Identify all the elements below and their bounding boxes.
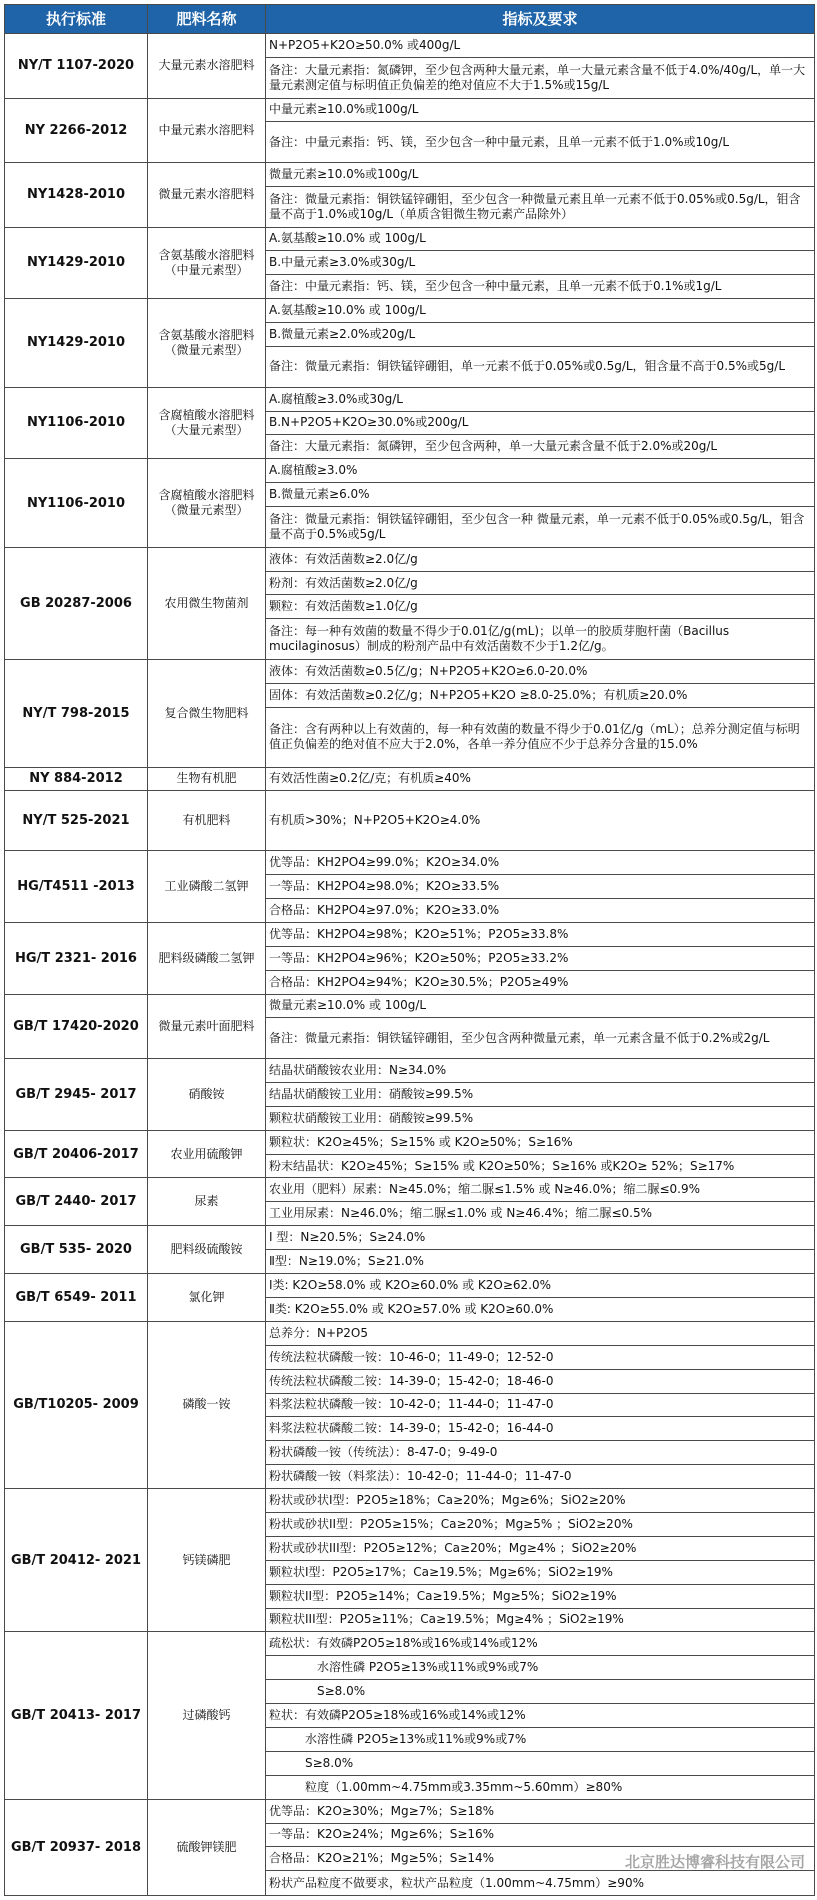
spec-cell: 传统法粒状磷酸一铵：10-46-0；11-49-0；12-52-0 [266, 1345, 815, 1369]
spec-cell: 粉状或砂状III型：P2O5≥12%；Ca≥20%；Mg≥4% ；SiO2≥20% [266, 1536, 815, 1560]
fertilizer-name-cell: 过磷酸钙 [148, 1632, 266, 1799]
spec-cell: B.微量元素≥2.0%或20g/L [266, 323, 815, 347]
standards-table [4, 4, 815, 1896]
table-row [5, 767, 815, 791]
spec-cell: 合格品：KH2PO4≥97.0%；K2O≥33.0% [266, 898, 815, 922]
fertilizer-name-cell: 氯化钾 [148, 1274, 266, 1322]
standard-code-cell: NY/T 1107-2020 [5, 34, 148, 99]
header-standard-code: 执行标准 [5, 5, 148, 34]
spec-cell: A.氨基酸≥10.0% 或 100g/L [266, 227, 815, 251]
table-row [5, 791, 815, 851]
spec-cell: 合格品：K2O≥21%；Mg≥5%；S≥14% [266, 1847, 815, 1871]
spec-cell: A.腐植酸≥3.0%或30g/L [266, 387, 815, 411]
spec-cell: B.中量元素≥3.0%或30g/L [266, 251, 815, 275]
spec-cell: 料浆法粒状磷酸二铵：14-39-0；15-42-0；16-44-0 [266, 1417, 815, 1441]
spec-cell: 传统法粒状磷酸二铵：14-39-0；15-42-0；18-46-0 [266, 1369, 815, 1393]
standard-code-cell: NY1429-2010 [5, 227, 148, 299]
spec-cell: 颗粒状I型：P2O5≥17%；Ca≥19.5%；Mg≥6%；SiO2≥19% [266, 1560, 815, 1584]
spec-cell: 工业用尿素：N≥46.0%；缩二脲≤1.0% 或 N≥46.4%；缩二脲≤0.5% [266, 1202, 815, 1226]
spec-cell: 微量元素≥10.0% 或 100g/L [266, 994, 815, 1018]
spec-cell: 粉状或砂状I型：P2O5≥18%；Ca≥20%；Mg≥6%；SiO2≥20% [266, 1489, 815, 1513]
spec-cell: 优等品：K2O≥30%；Mg≥7%；S≥18% [266, 1799, 815, 1823]
spec-cell: N+P2O5+K2O≥50.0% 或400g/L [266, 34, 815, 58]
table-row [5, 98, 815, 122]
standard-code-cell: GB/T 2945- 2017 [5, 1059, 148, 1131]
spec-cell: 水溶性磷 P2O5≥13%或11%或9%或7% [266, 1656, 815, 1680]
spec-cell: Ⅱ型：N≥19.0%；S≥21.0% [266, 1250, 815, 1274]
spec-cell: 备注：微量元素指：铜铁锰锌硼钼，至少包含两种微量元素，单一元素含量不低于0.2%或2g/L [266, 1018, 815, 1059]
spec-cell: I 型：N≥20.5%；S≥24.0% [266, 1226, 815, 1250]
fertilizer-name-cell: 含腐植酸水溶肥料（微量元素型） [148, 459, 266, 547]
spec-cell: 结晶状硝酸铵工业用：硝酸铵≥99.5% [266, 1082, 815, 1106]
spec-cell: 粉状磷酸一铵（传统法）：8-47-0；9-49-0 [266, 1441, 815, 1465]
table-row [5, 163, 815, 187]
standard-code-cell: GB 20287-2006 [5, 547, 148, 659]
spec-cell: 粒度（1.00mm~4.75mm或3.35mm~5.60mm）≥80% [266, 1775, 815, 1799]
spec-cell: 有效活性菌≥0.2亿/克；有机质≥40% [266, 767, 815, 791]
fertilizer-name-cell: 肥料级硫酸铵 [148, 1226, 266, 1274]
fertilizer-name-cell: 含氨基酸水溶肥料（中量元素型） [148, 227, 266, 299]
spec-cell: 粒状：有效磷P2O5≥18%或16%或14%或12% [266, 1704, 815, 1728]
spec-cell: 粉状磷酸一铵（料浆法）：10-42-0；11-44-0；11-47-0 [266, 1465, 815, 1489]
spec-cell: 农业用（肥料）尿素：N≥45.0%；缩二脲≤1.5% 或 N≥46.0%；缩二脲≤0.9% [266, 1178, 815, 1202]
standard-code-cell: GB/T 20406-2017 [5, 1130, 148, 1178]
standard-code-cell: GB/T 535- 2020 [5, 1226, 148, 1274]
table-row [5, 1274, 815, 1298]
spec-cell: 备注：大量元素指：氮磷钾，至少包含两种大量元素，单一大量元素含量不低于4.0%/40g/L，单一大量元素测定值与标明值正负偏差的绝对值应不大于1.5%或15g/L [266, 57, 815, 98]
spec-cell: 优等品：KH2PO4≥99.0%；K2O≥34.0% [266, 851, 815, 875]
fertilizer-name-cell: 硫酸钾镁肥 [148, 1799, 266, 1895]
standard-code-cell: GB/T10205- 2009 [5, 1321, 148, 1488]
table-row [5, 1632, 815, 1656]
table-row [5, 1130, 815, 1154]
spec-cell: 颗粒状III型：P2O5≥11%；Ca≥19.5%；Mg≥4% ；SiO2≥19% [266, 1608, 815, 1632]
spec-cell: 粉末结晶状：K2O≥45%；S≥15% 或 K2O≥50%；S≥16% 或K2O≥ 52%；S≥17% [266, 1154, 815, 1178]
table-row [5, 1178, 815, 1202]
fertilizer-name-cell: 微量元素水溶肥料 [148, 163, 266, 228]
spec-cell: 一等品：K2O≥24%；Mg≥6%；S≥16% [266, 1823, 815, 1847]
fertilizer-name-cell: 中量元素水溶肥料 [148, 98, 266, 163]
standard-code-cell: GB/T 20413- 2017 [5, 1632, 148, 1799]
table-row [5, 660, 815, 684]
header-fertilizer-name: 肥料名称 [148, 5, 266, 34]
spec-cell: 液体：有效活菌数≥0.5亿/g；N+P2O5+K2O≥6.0-20.0% [266, 660, 815, 684]
spec-cell: 颗粒状II型：P2O5≥14%；Ca≥19.5%；Mg≥5%；SiO2≥19% [266, 1584, 815, 1608]
standard-code-cell: NY 884-2012 [5, 767, 148, 791]
spec-cell: 一等品：KH2PO4≥96%；K2O≥50%；P2O5≥33.2% [266, 946, 815, 970]
standard-code-cell: GB/T 2440- 2017 [5, 1178, 148, 1226]
fertilizer-name-cell: 磷酸一铵 [148, 1321, 266, 1488]
spec-cell: S≥8.0% [266, 1751, 815, 1775]
spec-cell: 备注：中量元素指：钙、镁，至少包含一种中量元素，且单一元素不低于1.0%或10g/L [266, 122, 815, 163]
spec-cell: 固体：有效活菌数≥0.2亿/g；N+P2O5+K2O ≥8.0-25.0%；有机质≥20.0% [266, 683, 815, 707]
spec-cell: 粉状或砂状II型：P2O5≥15%；Ca≥20%；Mg≥5% ；SiO2≥20% [266, 1512, 815, 1536]
spec-cell: 备注：微量元素指：铜铁锰锌硼钼，至少包含一种微量元素且单一元素不低于0.05%或0.5g/L，钼含量不高于1.0%或10g/L（单质含钼微生物元素产品除外） [266, 186, 815, 227]
fertilizer-name-cell: 大量元素水溶肥料 [148, 34, 266, 99]
fertilizer-name-cell: 生物有机肥 [148, 767, 266, 791]
standard-code-cell: NY1428-2010 [5, 163, 148, 228]
fertilizer-name-cell: 有机肥料 [148, 791, 266, 851]
spec-cell: A.腐植酸≥3.0% [266, 459, 815, 483]
fertilizer-name-cell: 硝酸铵 [148, 1059, 266, 1131]
fertilizer-name-cell: 农用微生物菌剂 [148, 547, 266, 659]
fertilizer-name-cell: 钙镁磷肥 [148, 1489, 266, 1632]
table-row [5, 459, 815, 483]
spec-cell: 颗粒：有效活菌数≥1.0亿/g [266, 595, 815, 619]
table-row [5, 1226, 815, 1250]
spec-cell: 备注：含有两种以上有效菌的，每一种有效菌的数量不得少于0.01亿/g（mL）；总养分测定值与标明值正负偏差的绝对值不应大于2.0%，各单一养分值应不少于总养分含量的15.0% [266, 707, 815, 767]
table-row [5, 387, 815, 411]
spec-cell: 合格品：KH2PO4≥94%；K2O≥30.5%；P2O5≥49% [266, 970, 815, 994]
standard-code-cell: HG/T 2321- 2016 [5, 922, 148, 994]
standard-code-cell: HG/T4511 -2013 [5, 851, 148, 923]
table-row [5, 1489, 815, 1513]
spec-cell: 总养分：N+P2O5 [266, 1321, 815, 1345]
spec-cell: 疏松状：有效磷P2O5≥18%或16%或14%或12% [266, 1632, 815, 1656]
table-row [5, 851, 815, 875]
fertilizer-name-cell: 工业磷酸二氢钾 [148, 851, 266, 923]
standard-code-cell: NY1106-2010 [5, 459, 148, 547]
table-row [5, 994, 815, 1018]
table-row [5, 547, 815, 571]
spec-cell: 液体：有效活菌数≥2.0亿/g [266, 547, 815, 571]
spec-cell: 粉状产品粒度不做要求，粒状产品粒度（1.00mm~4.75mm）≥90% [266, 1871, 815, 1896]
standard-code-cell: GB/T 17420-2020 [5, 994, 148, 1059]
spec-cell: 优等品：KH2PO4≥98%；K2O≥51%；P2O5≥33.8% [266, 922, 815, 946]
spec-cell: I类: K2O≥58.0% 或 K2O≥60.0% 或 K2O≥62.0% [266, 1274, 815, 1298]
spec-cell: 一等品：KH2PO4≥98.0%；K2O≥33.5% [266, 875, 815, 899]
spec-cell: 中量元素≥10.0%或100g/L [266, 98, 815, 122]
table-body [5, 34, 815, 1896]
spec-cell: 粉剂：有效活菌数≥2.0亿/g [266, 571, 815, 595]
standard-code-cell: NY/T 525-2021 [5, 791, 148, 851]
fertilizer-name-cell: 含氨基酸水溶肥料（微量元素型） [148, 299, 266, 387]
table-row [5, 1799, 815, 1823]
spec-cell: B.N+P2O5+K2O≥30.0%或200g/L [266, 411, 815, 435]
spec-cell: 备注：微量元素指：铜铁锰锌硼钼，单一元素不低于0.05%或0.5g/L，钼含量不高于0.5%或5g/L [266, 347, 815, 388]
table-header-row [5, 5, 815, 34]
fertilizer-name-cell: 农业用硫酸钾 [148, 1130, 266, 1178]
standard-code-cell: NY1106-2010 [5, 387, 148, 459]
table-row [5, 299, 815, 323]
table-row [5, 34, 815, 58]
table-row [5, 1321, 815, 1345]
fertilizer-name-cell: 复合微生物肥料 [148, 660, 266, 768]
standard-code-cell: NY/T 798-2015 [5, 660, 148, 768]
spec-cell: 水溶性磷 P2O5≥13%或11%或9%或7% [266, 1727, 815, 1751]
spec-cell: A.氨基酸≥10.0% 或 100g/L [266, 299, 815, 323]
table-row [5, 922, 815, 946]
spec-cell: 结晶状硝酸铵农业用：N≥34.0% [266, 1059, 815, 1083]
spec-cell: 备注：微量元素指：铜铁锰锌硼钼，至少包含一种 微量元素，单一元素不低于0.05%或0.5g/L，钼含量不高于0.5%或5g/L [266, 507, 815, 548]
spec-cell: S≥8.0% [266, 1680, 815, 1704]
spec-cell: 料浆法粒状磷酸一铵：10-42-0；11-44-0；11-47-0 [266, 1393, 815, 1417]
fertilizer-name-cell: 肥料级磷酸二氢钾 [148, 922, 266, 994]
standard-code-cell: NY1429-2010 [5, 299, 148, 387]
watermark-text: 北京胜达博睿科技有限公司 [624, 1853, 805, 1871]
header-spec: 指标及要求 [266, 5, 815, 34]
standard-code-cell: GB/T 6549- 2011 [5, 1274, 148, 1322]
table-row [5, 227, 815, 251]
fertilizer-name-cell: 微量元素叶面肥料 [148, 994, 266, 1059]
standard-code-cell: NY 2266-2012 [5, 98, 148, 163]
spec-cell: 备注：每一种有效菌的数量不得少于0.01亿/g(mL)；以单一的胶质芽胞杆菌（Bacillus mucilaginosus）制成的粉剂产品中有效活菌数不少于1.2亿/g。 [266, 619, 815, 660]
spec-cell: 颗粒状硝酸铵工业用：硝酸铵≥99.5% [266, 1106, 815, 1130]
spec-cell: 有机质>30%；N+P2O5+K2O≥4.0% [266, 791, 815, 851]
spec-cell: Ⅱ类: K2O≥55.0% 或 K2O≥57.0% 或 K2O≥60.0% [266, 1297, 815, 1321]
spec-cell: B.微量元素≥6.0% [266, 483, 815, 507]
standard-code-cell: GB/T 20412- 2021 [5, 1489, 148, 1632]
fertilizer-name-cell: 含腐植酸水溶肥料（大量元素型） [148, 387, 266, 459]
spec-cell: 备注：中量元素指：钙、镁，至少包含一种中量元素，且单一元素不低于0.1%或1g/L [266, 275, 815, 299]
spec-cell: 备注：大量元素指：氮磷钾，至少包含两种，单一大量元素含量不低于2.0%或20g/L [266, 435, 815, 459]
table-row [5, 1059, 815, 1083]
fertilizer-name-cell: 尿素 [148, 1178, 266, 1226]
spec-cell: 微量元素≥10.0%或100g/L [266, 163, 815, 187]
standard-code-cell: GB/T 20937- 2018 [5, 1799, 148, 1895]
spec-cell: 颗粒状：K2O≥45%；S≥15% 或 K2O≥50%；S≥16% [266, 1130, 815, 1154]
